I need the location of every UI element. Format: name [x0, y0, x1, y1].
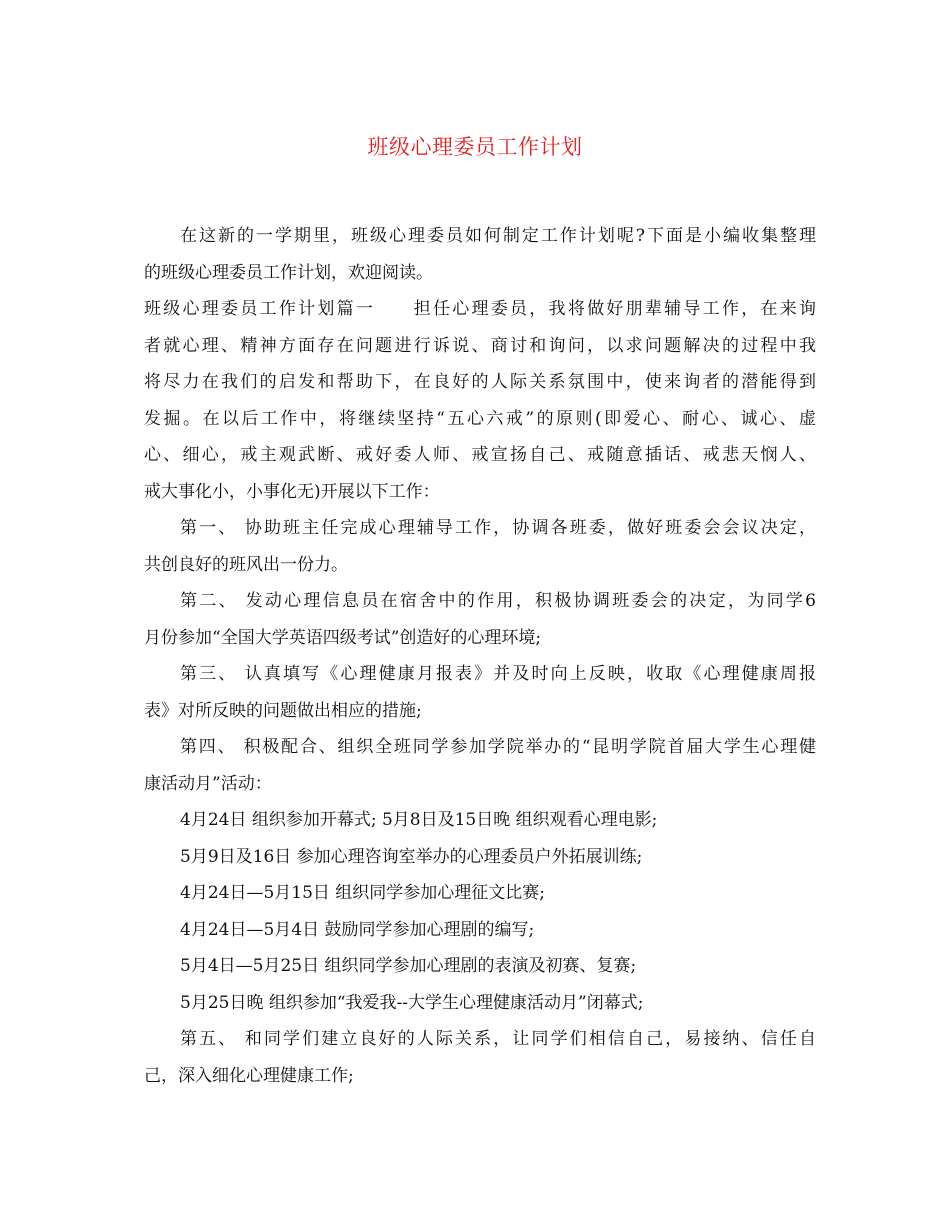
text-line: 4月24日—5月4日 鼓励同学参加心理剧的编写; [180, 919, 535, 940]
text-line: 第五、 和同学们建立良好的人际关系，让同学们相信自己，易接纳、信任自 [180, 1029, 816, 1049]
text-line: 第一、 协助班主任完成心理辅导工作，协调各班委，做好班委会会议决定， [180, 518, 816, 538]
text-line: 发掘。在以后工作中，将继续坚持“五心六戒”的原则(即爱心、耐心、诚心、虚 [144, 408, 816, 429]
text-line: 表》对所反映的问题做出相应的措施; [144, 700, 422, 721]
text-line: 心、细心，戒主观武断、戒好委人师、戒宣扬自己、戒随意插话、戒悲天悯人、 [144, 445, 816, 465]
text-line: 将尽力在我们的启发和帮助下，在良好的人际关系氛围中，使来询者的潜能得到 [144, 372, 816, 392]
text-line: 的班级心理委员工作计划，欢迎阅读。 [144, 262, 433, 283]
text-line: 班级心理委员工作计划篇一 担任心理委员，我将做好朋辈辅导工作，在来询 [144, 299, 816, 319]
text-line: 4月24日 组织参加开幕式; 5月8日及15日晚 组织观看心理电影; [180, 810, 658, 830]
text-line: 第三、 认真填写《心理健康月报表》并及时向上反映，收取《心理健康周报 [180, 664, 816, 684]
text-line: 5月9日及16日 参加心理咨询室举办的心理委员户外拓展训练; [180, 846, 643, 867]
text-line: 共创良好的班风出一份力。 [144, 554, 348, 575]
text-line: 4月24日—5月15日 组织同学参加心理征文比赛; [180, 883, 546, 903]
text-line: 者就心理、精神方面存在问题进行诉说、商讨和询问，以求问题解决的过程中我 [144, 335, 816, 356]
text-line: 戒大事化小，小事化无)开展以下工作： [144, 481, 440, 502]
text-line: 康活动月”活动： [144, 773, 272, 794]
text-line: 5月4日—5月25日 组织同学参加心理剧的表演及初赛、复赛; [180, 956, 637, 976]
text-line: 5月25日晚 组织参加“我爱我--大学生心理健康活动月”闭幕式; [180, 992, 644, 1013]
text-line: 第二、 发动心理信息员在宿舍中的作用，积极协调班委会的决定，为同学6 [180, 591, 816, 611]
text-line: 月份参加“全国大学英语四级考试”创造好的心理环境; [144, 627, 542, 648]
text-line: 己，深入细化心理健康工作; [144, 1065, 354, 1086]
text-line: 在这新的一学期里，班级心理委员如何制定工作计划呢?下面是小编收集整理 [180, 226, 816, 246]
document-body [144, 218, 816, 1094]
document-title: 班级心理委员工作计划 [367, 135, 583, 159]
text-line: 第四、 积极配合、组织全班同学参加学院举办的“昆明学院首届大学生心理健 [180, 737, 816, 757]
